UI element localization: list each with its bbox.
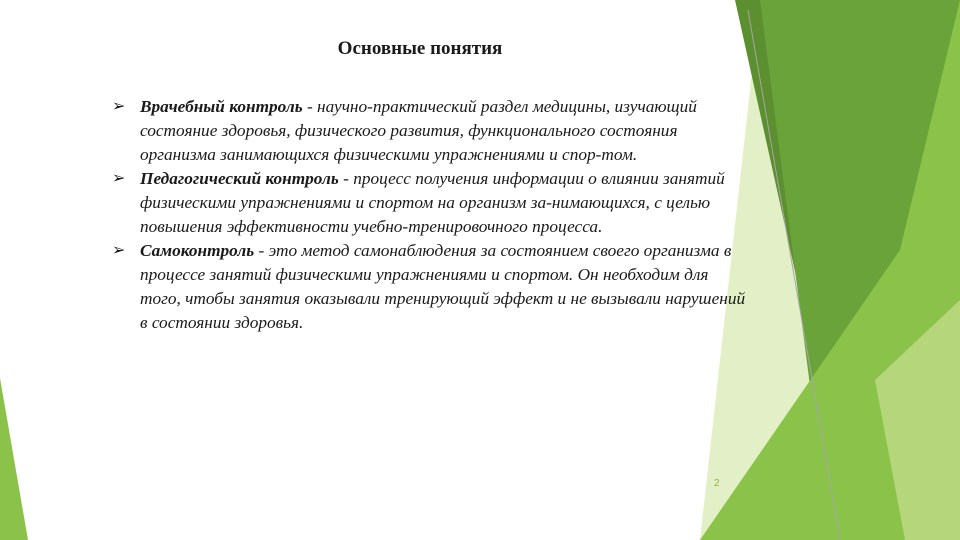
bullet-text: - это метод самонаблюдения за состоянием своего организма в процессе занятий физическими упражнениями и спортом. Он необходим для того, чтобы занятия оказывали тренирующий эффект и не вызывали нарушений в состоянии здоровья. [140, 241, 746, 332]
arrowhead-bullet-icon: ➢ [112, 98, 126, 115]
bullet-list [112, 95, 752, 335]
slide-title: Основные понятия [337, 38, 503, 59]
bullet-item [112, 239, 752, 335]
bullet-text: - научно-практический раздел медицины, изучающий состояние здоровья, физического развития, функционального состояния организма занимающихся физическими упражнениями и спор-том. [140, 97, 697, 164]
bullet-text: - процесс получения информации о влиянии занятий физическими упражнениями и спортом на организм за-нимающихся, с целью повышения эффективности учебно-тренировочного процесса. [140, 169, 725, 236]
bullet-term: Самоконтроль [140, 241, 255, 260]
arrowhead-bullet-icon: ➢ [112, 170, 126, 187]
bullet-term: Педагогический контроль [140, 169, 339, 188]
bullet-term: Врачебный контроль [140, 97, 303, 116]
left-corner-shape [0, 378, 28, 540]
arrowhead-bullet-icon: ➢ [112, 242, 126, 259]
bullet-item [112, 167, 752, 239]
page-number: 2 [714, 478, 720, 489]
bullet-item [112, 95, 752, 167]
